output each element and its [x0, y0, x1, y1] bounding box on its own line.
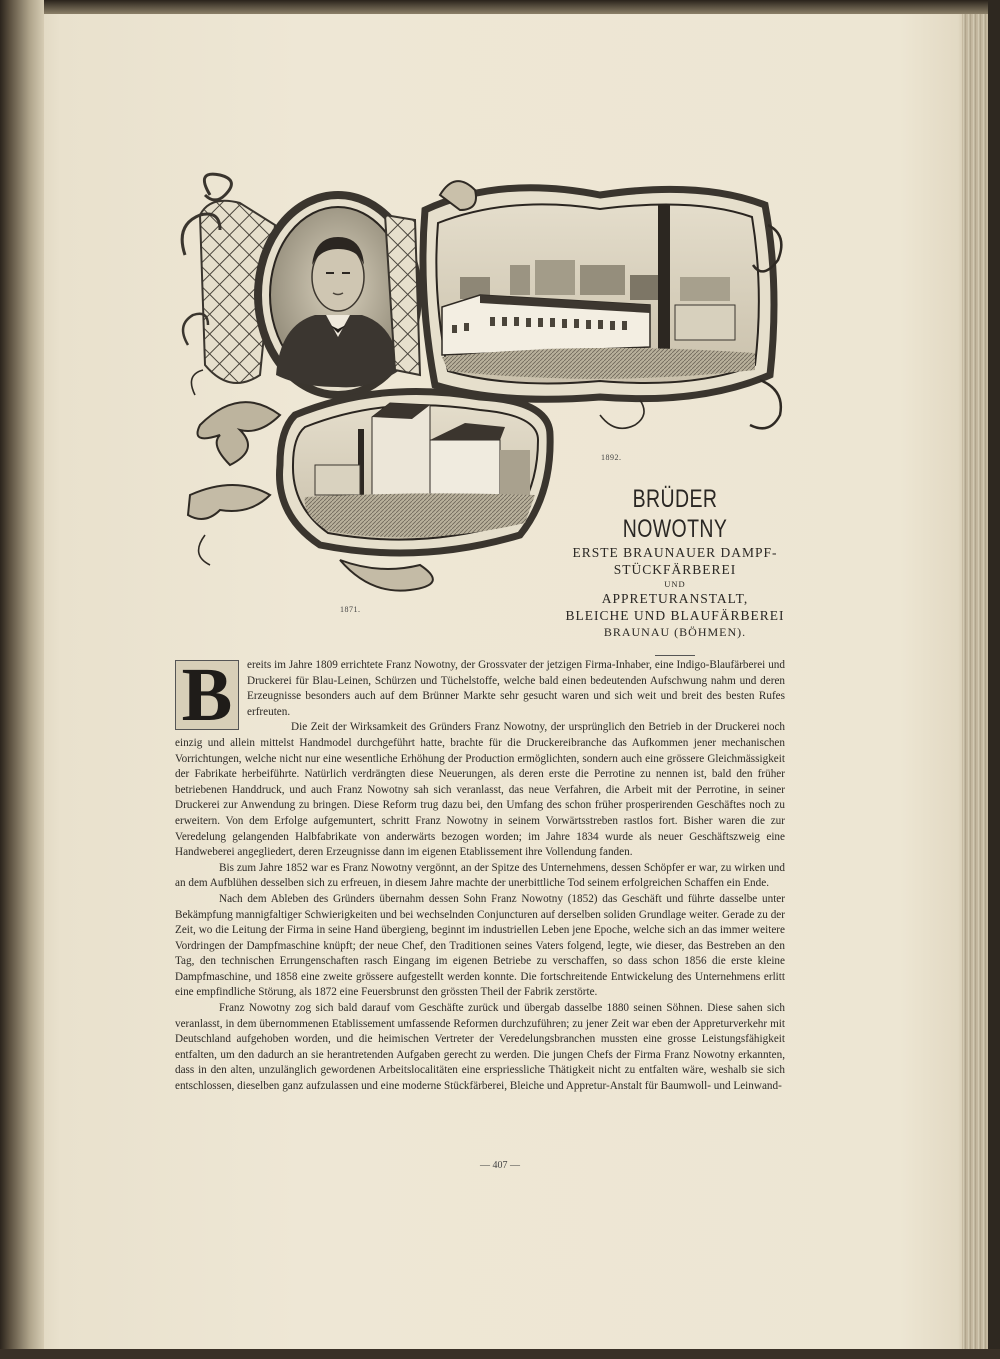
title-line-2: STÜCKFÄRBEREI	[613, 562, 737, 577]
caption-1871: 1871.	[340, 605, 361, 614]
title-line-6: BRAUNAU (BÖHMEN).	[603, 625, 747, 639]
page-number: — 407 —	[480, 1160, 520, 1171]
page-fore-edge	[962, 14, 988, 1349]
ornamental-dropcap	[175, 653, 239, 737]
company-title-block	[555, 484, 795, 656]
paragraph-4: Nach dem Ableben des Gründers übernahm dessen Sohn Franz Nowotny (1852) das Geschäft und führte dasselbe unter Bekämpfung mannigfaltiger Schwierigkeiten und bei wechselnden Conjuncturen auf derselben soliden Grundlage weiter. Gerade zu der Zeit, wo die Leitung der Firma in seine Hand übergieng, beginnt im industriellen Leben jene Epoche, welche sich an das immer weitere Vordringen der Dampfmaschine knüpft; der neue Chef, den Traditionen seines Vaters folgend, legte, wie dieser, das Bestreben an den Tag, den technischen Errungenschaften rasch Eingang im eigenen Betriebe zu verschaffen, so dass schon 1856 die erste kleine Dampfmaschine, und 1858 eine zweite grössere aufgestellt werden konnte. Die fortschreitende Entwickelung des Unternehmens erlitt eine empfindliche Störung, als 1872 eine Feuersbrunst den grössten Theil der Fabrik zerstörte.	[175, 892, 785, 999]
title-line-und: UND	[664, 579, 686, 589]
paragraph-3: Bis zum Jahre 1852 war es Franz Nowotny vergönnt, an der Spitze des Unternehmens, dessen Schöpfer er war, zu wirken und an dem Aufblühen desselben sich zu erfreuen, in diesem Jahre machte der unerbittliche Tod seinem erfolgreichen Schaffen ein Ende.	[175, 861, 785, 890]
title-divider	[655, 655, 695, 656]
dropcap-letter: B	[181, 653, 233, 737]
article-body	[175, 653, 785, 1095]
scan-bottom-edge	[0, 1349, 1000, 1359]
paragraph-2: Die Zeit der Wirksamkeit des Gründers Franz Nowotny, der ursprünglich den Betrieb in der Druckerei noch einzig und allein mittelst Handmodel durchgeführt hatte, brachte für die Druckereibranche das Aufkommen jener mechanischen Vorrichtungen, welche nicht nur eine wesentliche Erhöhung der Production ermöglichten, sondern auch eine grössere Gleichmässigkeit der Fabrikate herbeiführte. Natürlich verdrängten diese Neuerungen, als deren erste die Perrotine zu nennen ist, bald den früher betriebenen Handdruck, und auch Franz Nowotny sah sich veranlasst, das neue Verfahren, die Arbeit mit der Perrotine, in seiner Druckerei zur Anwendung zu bringen. Diese Reform trug dazu bei, den Umfang des schon früher prosperirenden Geschäftes noch zu erweitern. Von dem Erfolge aufgemuntert, schritt Franz Nowotny in seinem Vorwärtsstreben rastlos fort. Bisher waren die zur Veredelung gelangenden Halbfabrikate von anderwärts bezogen worden; im Jahre 1834 wurde als neuer Geschäftszweig eine Handweberei angegliedert, deren Erzeugnisse dann im eigenen Etablissement ihre Vollendung fanden.	[175, 721, 785, 859]
scan-right-edge	[988, 0, 1000, 1359]
title-line-5: BLEICHE UND BLAUFÄRBEREI	[565, 608, 785, 623]
title-line-1: ERSTE BRAUNAUER DAMPF-	[572, 545, 778, 560]
paragraph-5: Franz Nowotny zog sich bald darauf vom Geschäfte zurück und übergab dasselbe 1880 seinen Söhnen. Diese sahen sich veranlasst, in dem übernommenen Etablissement umfassende Reformen durchzuführen; zu jener Zeit war eben der Appreturverkehr mit Deutschland aufgehoben worden, und die heimischen Vertreter der Veredelungsbranchen mussten eine grosse Leistungsfähigkeit entfalten, um den dadurch an sie herantretenden Aufgaben gerecht zu werden. Die jungen Chefs der Firma Franz Nowotny erkannten, dass in den alten, unzulänglich gewordenen Arbeitslocalitäten eine erspriessliche Thätigkeit nicht zu entfalten wäre, weshalb sie sich entschlossen, dieselben ganz aufzulassen und eine moderne Stückfärberei, Bleiche und Appretur-Anstalt für Baumwoll- und Leinwand-	[175, 1002, 785, 1093]
caption-1892: 1892.	[601, 453, 622, 462]
company-name: BRÜDER NOWOTNY	[622, 485, 728, 543]
scan-top-edge	[0, 0, 1000, 14]
paragraph-1: ereits im Jahre 1809 errichtete Franz Nowotny, der Grossvater der jetzigen Firma-Inhaber, eine Indigo-Blaufärberei und Druckerei für Blau-Leinen, Schürzen und Tüchelstoffe, welche bald einen bedeutenden Aufschwung nahm und deren Erzeugnisse besonders auch auf dem Brünner Markte sehr gesucht waren und sich weit und breit des besten Rufes erfreuten.	[247, 659, 785, 718]
title-line-4: APPRETURANSTALT,	[601, 591, 749, 606]
book-gutter	[0, 0, 44, 1359]
